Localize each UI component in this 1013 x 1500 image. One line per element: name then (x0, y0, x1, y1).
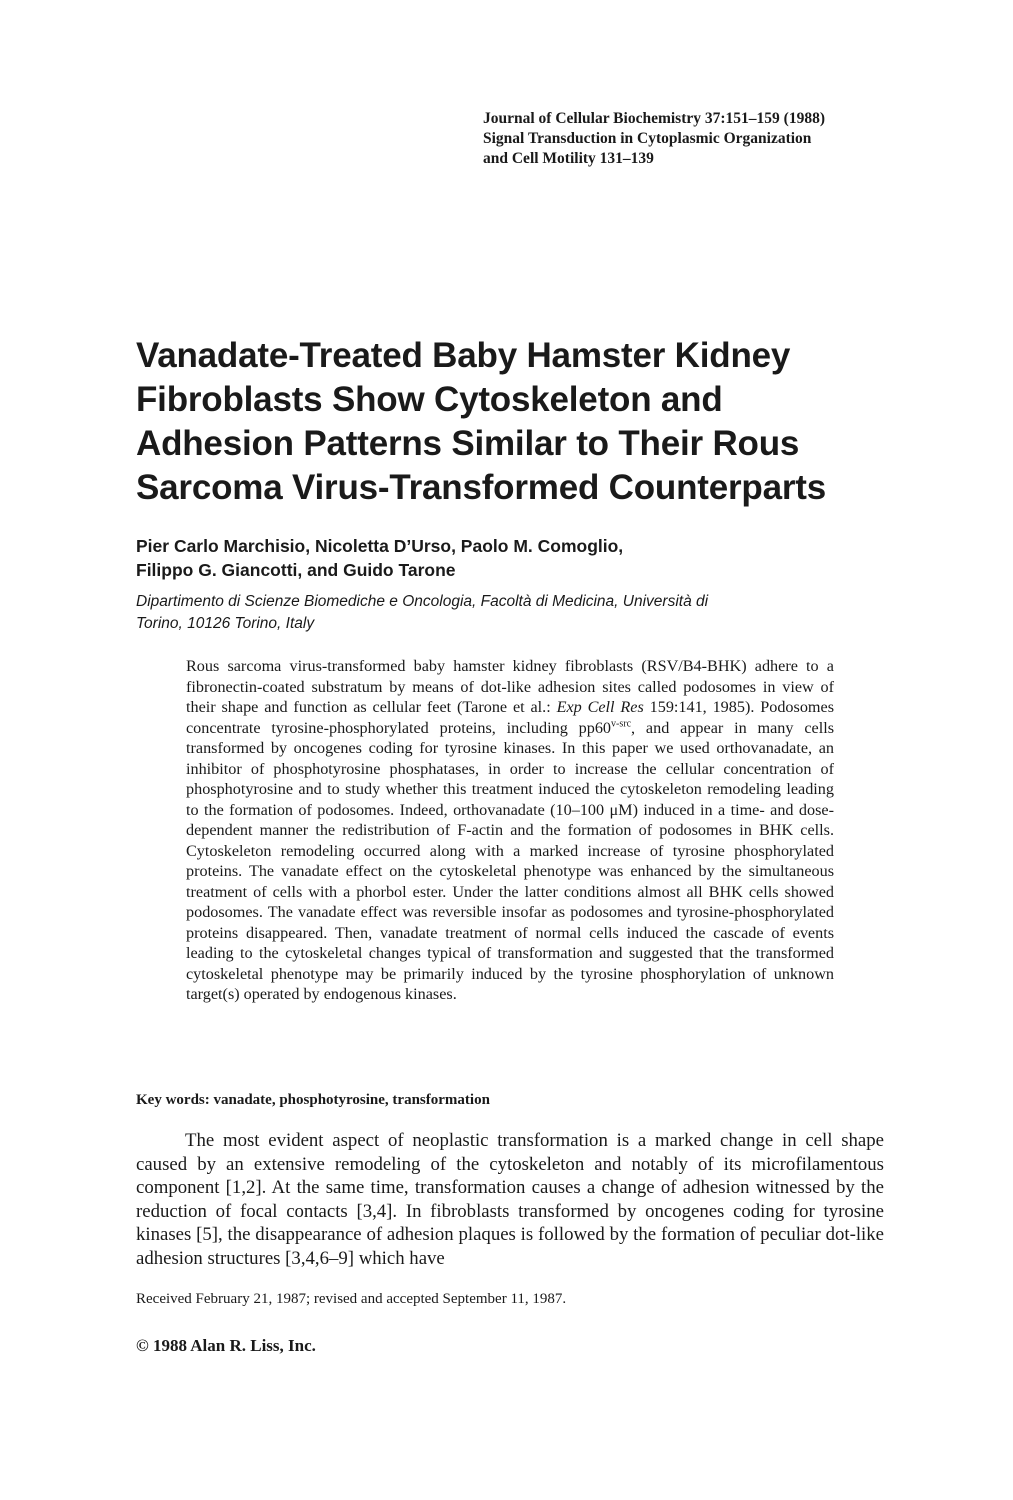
authors-line-1: Pier Carlo Marchisio, Nicoletta D’Urso, Paolo M. Comoglio, (136, 536, 624, 556)
title-line-2: Fibroblasts Show Cytoskeleton and (136, 380, 723, 419)
series-title-line-1: Signal Transduction in Cytoplasmic Organization (483, 130, 812, 147)
title-line-4: Sarcoma Virus-Transformed Counterparts (136, 468, 827, 507)
abstract (186, 656, 834, 1005)
journal-reference: Exp Cell Res (556, 698, 644, 716)
copyright-notice: © 1988 Alan R. Liss, Inc. (136, 1336, 316, 1355)
authors-line-2: Filippo G. Giancotti, and Guido Tarone (136, 560, 456, 580)
title-line-1: Vanadate-Treated Baby Hamster Kidney (136, 336, 791, 375)
affiliation-line-2: Torino, 10126 Torino, Italy (136, 615, 315, 632)
affiliation-line-1: Dipartimento di Scienze Biomediche e Oncologia, Facoltà di Medicina, Università di (136, 593, 709, 610)
affiliation (136, 591, 856, 635)
title-line-3: Adhesion Patterns Similar to Their Rous (136, 424, 800, 463)
journal-header (483, 109, 983, 169)
article-title (136, 334, 996, 510)
abstract-text-1: Rous sarcoma virus-transformed baby hamster kidney fibroblasts (RSV/B4-BHK) adhere to a fibronectin-coated substratum by means of dot-like adhesion sites called podosomes in view of their shape and function as cellular feet (Tarone et al.: (186, 657, 834, 716)
series-title-line-2: and Cell Motility 131–139 (483, 150, 654, 167)
vsrc-superscript: v-src (611, 718, 632, 730)
keywords: Key words: vanadate, phosphotyrosine, transformation (136, 1092, 490, 1108)
abstract-text-2: 159:141, 1985). Podosomes concentrate tyrosine-phosphorylated proteins, including pp60 (186, 698, 834, 737)
journal-citation: Journal of Cellular Biochemistry 37:151–159 (1988) (483, 110, 825, 127)
received-date-note: Received February 21, 1987; revised and accepted September 11, 1987. (136, 1291, 567, 1307)
abstract-text-3: , and appear in many cells transformed by oncogenes coding for tyrosine kinases. In this paper we used orthovanadate, an inhibitor of phosphotyrosine phosphatases, in order to increase the cellular concentration of phosphotyrosine and to study whether this treatment induced the cytoskeleton remodeling leading to the formation of podosomes. Indeed, orthovanadate (10–100 μM) induced in a time- and dose-dependent manner the redistribution of F-actin and the formation of podosomes in BHK cells. Cytoskeleton remodeling occurred along with a marked increase of tyrosine phosphorylated proteins. The vanadate effect on the cytoskeletal phenotype was enhanced by the simultaneous treatment of cells with a phorbol ester. Under the latter conditions almost all BHK cells showed podosomes. The vanadate effect was reversible insofar as podosomes and tyrosine-phosphorylated proteins disappeared. Then, vanadate treatment of normal cells induced the cascade of events leading to the cytoskeletal changes typical of transformation and suggested that the transformed cytoskeletal phenotype may be primarily induced by the tyrosine phosphorylation of unknown target(s) operated by endogenous kinases. (186, 718, 835, 1003)
author-list (136, 534, 936, 582)
body-paragraph: The most evident aspect of neoplastic transformation is a marked change in cell shape caused by an extensive remodeling of the cytoskeleton and notably of its microfilamentous component [1,2]. At the same time, transformation causes a change of adhesion witnessed by the reduction of focal contacts [3,4]. In fibroblasts transformed by oncogenes coding for tyrosine kinases [5], the disappearance of adhesion plaques is followed by the formation of peculiar dot-like adhesion structures [3,4,6–9] which have (136, 1130, 884, 1269)
